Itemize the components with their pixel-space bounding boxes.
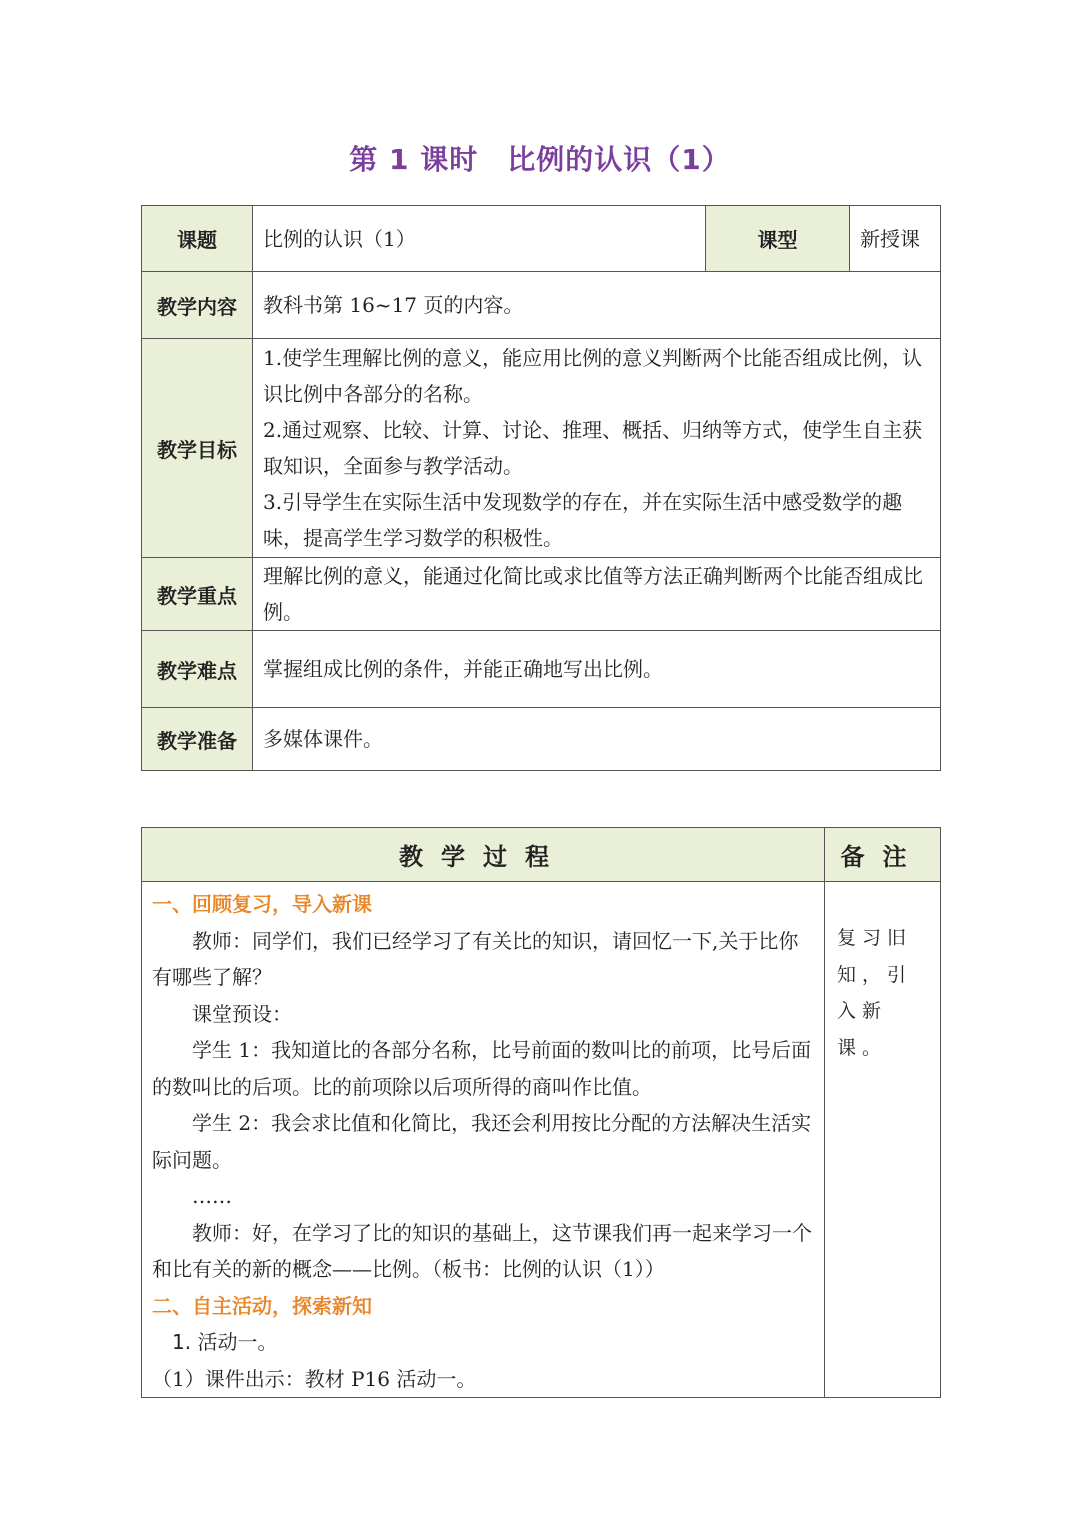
goals-label: 教学目标 xyxy=(142,339,253,558)
paragraph: 教师：好，在学习了比的知识的基础上，这节课我们再一起来学习一个和比有关的新的概念——比例。（板书：比例的认识（1）） xyxy=(152,1220,812,1281)
section-heading: 一、回顾复习，导入新课 xyxy=(152,892,372,916)
paragraph: 教师：同学们，我们已经学习了有关比的知识，请回忆一下,关于比你有哪些了解？ xyxy=(152,928,799,989)
section-heading: 二、自主活动，探索新知 xyxy=(152,1293,372,1318)
goals-list xyxy=(253,339,941,558)
topic-value: 比例的认识（1） xyxy=(253,206,706,272)
paragraph: …… xyxy=(192,1184,232,1208)
paragraph: 学生 1：我知道比的各部分名称，比号前面的数叫比的前项，比号后面的数叫比的后项。比的前项除以后项所得的商叫作比值。 xyxy=(152,1038,812,1099)
goal-item: 2.通过观察、比较、计算、讨论、推理、概括、归纳等方式，使学生自主获取知识，全面参与教学活动。 xyxy=(263,418,923,478)
type-label: 课型 xyxy=(706,206,850,272)
content-value: 教科书第 16~17 页的内容。 xyxy=(253,272,941,339)
difficulty-value: 掌握组成比例的条件，并能正确地写出比例。 xyxy=(253,631,941,708)
key-points-value: 理解比例的意义，能通过化简比或求比值等方法正确判断两个比能否组成比例。 xyxy=(253,558,941,631)
paragraph: （1）课件出示：教材 P16 活动一。 xyxy=(152,1366,477,1391)
prep-value: 多媒体课件。 xyxy=(253,708,941,771)
lesson-info-table xyxy=(141,205,941,771)
goal-item: 1.使学生理解比例的意义，能应用比例的意义判断两个比能否组成比例，认识比例中各部分的名称。 xyxy=(263,346,923,406)
topic-label: 课题 xyxy=(142,206,253,272)
goal-item: 3.引导学生在实际生活中发现数学的存在，并在实际生活中感受数学的趣味，提高学生学习数学的积极性。 xyxy=(263,490,903,550)
paragraph: 学生 2：我会求比值和化简比，我还会利用按比分配的方法解决生活实际问题。 xyxy=(152,1111,812,1172)
page-title: 第 1 课时 比例的认识（1） xyxy=(349,143,731,176)
paragraph: 课堂预设： xyxy=(192,1001,292,1026)
content-label: 教学内容 xyxy=(142,272,253,339)
process-table xyxy=(141,827,941,1398)
activity-heading: 1. 活动一。 xyxy=(172,1330,278,1354)
difficulty-label: 教学难点 xyxy=(142,631,253,708)
note-text: 复习旧知，引入新课。 xyxy=(825,882,941,1398)
prep-label: 教学准备 xyxy=(142,708,253,771)
key-points-label: 教学重点 xyxy=(142,558,253,631)
type-value: 新授课 xyxy=(850,206,941,272)
process-header: 教学过程 xyxy=(142,828,825,882)
process-content xyxy=(142,882,825,1398)
notes-header: 备注 xyxy=(825,828,941,882)
